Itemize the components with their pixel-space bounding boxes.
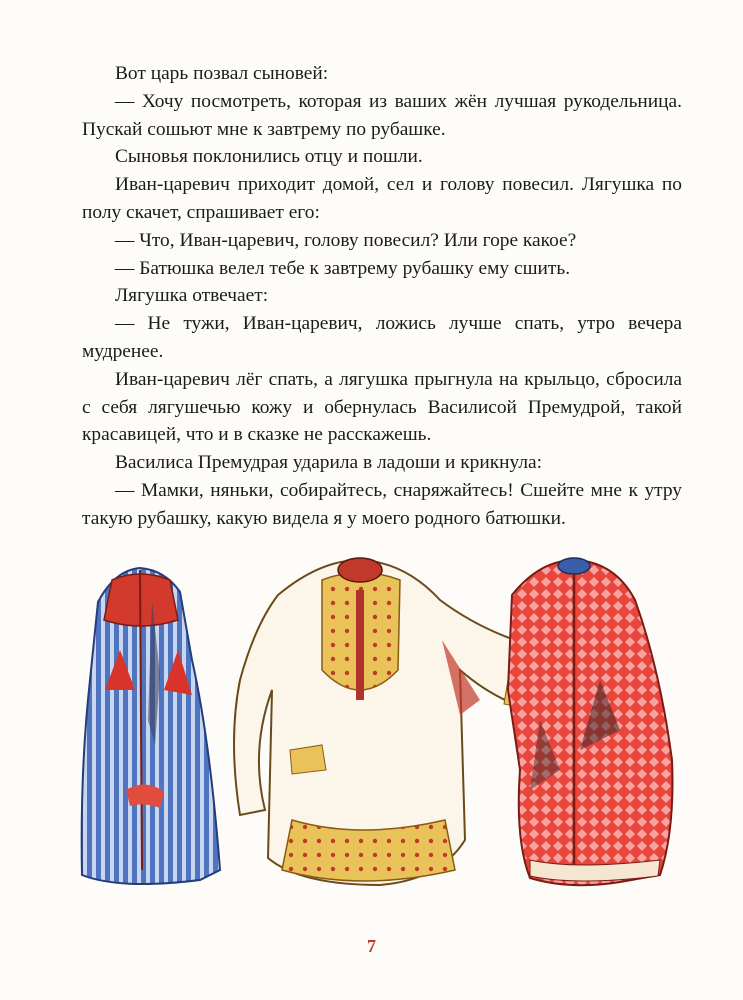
paragraph: — Батюшка велел тебе к завтрему рубашку ему сшить. [115,257,571,279]
page-number: 7 [367,936,376,956]
paragraph: Сыновья поклонились отцу и пошли. [115,146,423,168]
blue-striped-coat [82,568,220,884]
red-diamond-coat [508,558,673,885]
paragraph: Василиса Премудрая ударила в ладоши и крикнула: [115,452,543,474]
paragraph: Иван-царевич приходит домой, сел и голову повесил. Лягушка по полу скачет, спрашивает его: [82,174,682,223]
story-text [82,60,682,533]
paragraph: Вот царь позвал сыновей: [115,63,329,84]
paragraph: — Хочу посмотреть, которая из ваших жён лучшая рукодельница. Пускай сошьют мне к завтрему по рубашке. [82,90,682,140]
paragraph: — Мамки, няньки, собирайтесь, снаряжайтесь! Сшейте мне к утру такую рубашку, какую видела я у моего родного батюшки. [82,479,682,529]
paragraph: — Что, Иван-царевич, голову повесил? Или горе какое? [115,229,577,251]
paragraph: Лягушка отвечает: [115,285,269,307]
paragraph: — Не тужи, Иван-царевич, ложись лучше спать, утро вечера мудренее. [82,313,682,362]
paragraph: Иван-царевич лёг спать, а лягушка прыгнула на крыльцо, сбросила с себя лягушечью кожу и обернулась Василисой Премудрой, такой красавицей, что и в сказке не расскажешь. [82,368,682,446]
garments-illustration [60,540,700,910]
